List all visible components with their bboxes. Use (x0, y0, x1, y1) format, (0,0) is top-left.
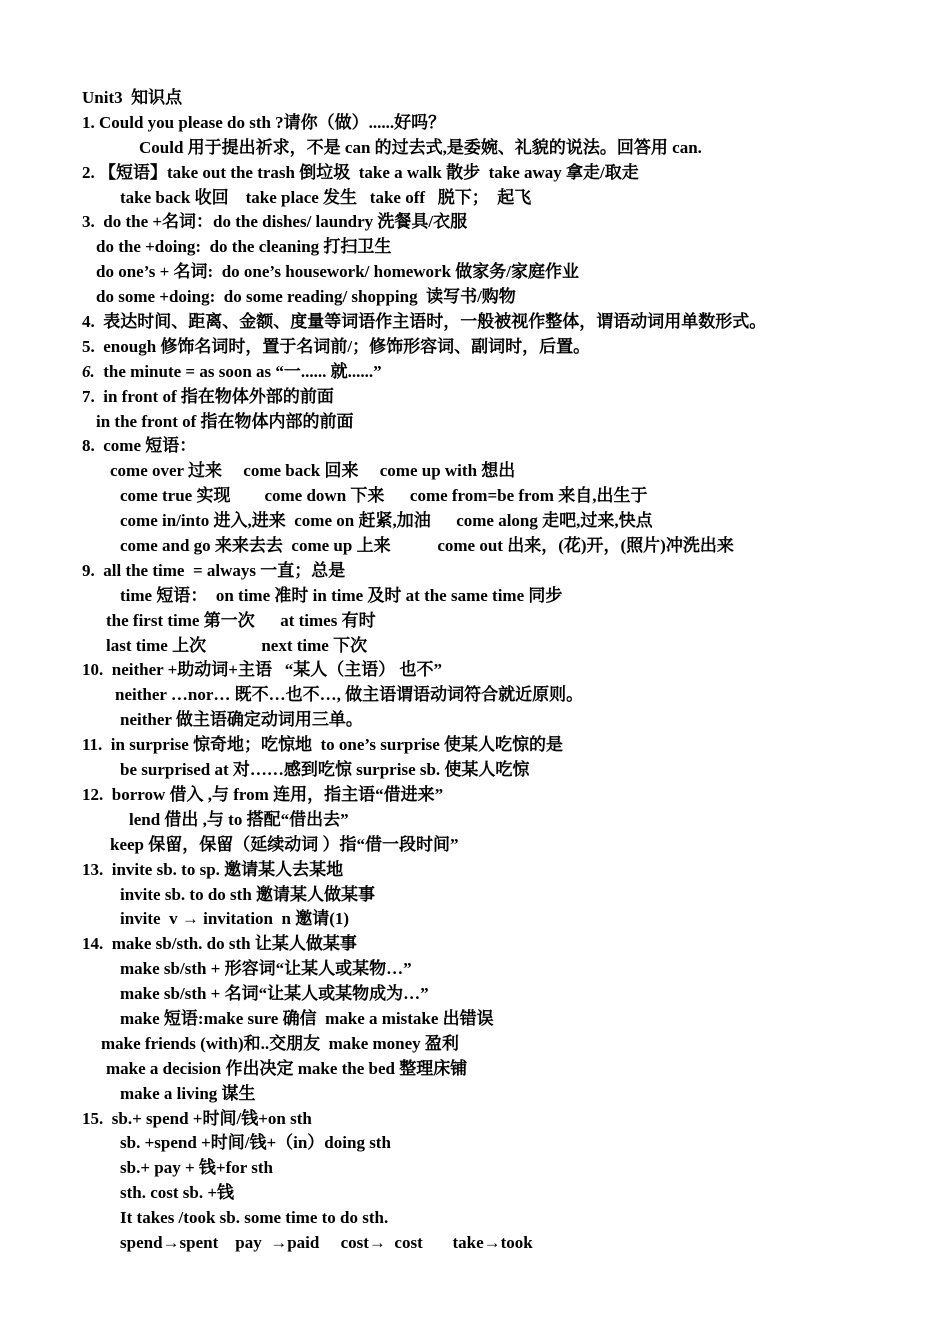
line-text: make friends (with)和..交朋友 make money 盈利 (101, 1033, 459, 1053)
line-text: 14. make sb/sth. do sth 让某人做某事 (82, 934, 357, 954)
line-text: 13. invite sb. to sp. 邀请某人去某地 (82, 859, 344, 879)
line-text: keep 保留，保留（延续动词 ）指“借一段时间” (110, 834, 459, 854)
text-line (0, 858, 950, 883)
line-text: 8. come 短语： (82, 436, 197, 456)
line-text: make sb/sth + 形容词“让某人或某物…” (120, 959, 412, 979)
text-line (0, 708, 950, 733)
text-line (0, 932, 950, 957)
line-text: the first time 第一次 at times 有时 (106, 610, 376, 630)
text-line (0, 683, 950, 708)
text-line (0, 883, 950, 908)
line-text: make sb/sth + 名词“让某人或某物成为…” (120, 984, 429, 1004)
text-line (0, 385, 950, 410)
text-line (0, 235, 950, 260)
text-line (0, 86, 950, 111)
text-line (0, 1156, 950, 1181)
line-text: sb.+ pay + 钱+for sth (120, 1158, 273, 1178)
line-text: be surprised at 对……感到吃惊 surprise sb. 使某人吃惊 (120, 760, 530, 780)
text-line (0, 609, 950, 634)
text-line (0, 335, 950, 360)
line-text: in the front of 指在物体内部的前面 (96, 411, 354, 431)
text-line (0, 1007, 950, 1032)
text-line (0, 833, 950, 858)
line-text: sth. cost sb. +钱 (120, 1183, 235, 1203)
text-line (0, 434, 950, 459)
text-line (0, 957, 950, 982)
line-text: Could 用于提出祈求，不是 can 的过去式,是委婉、礼貌的说法。回答用 can. (139, 137, 702, 157)
line-text: do one’s + 名词: do one’s housework/ homework 做家务/家庭作业 (96, 262, 580, 282)
line-text: come in/into 进入,进来 come on 赶紧,加油 come along 走吧,过来,快点 (120, 511, 653, 531)
text-line (0, 1206, 950, 1231)
line-text: make a living 谋生 (120, 1083, 256, 1103)
line-text: neither …nor… 既不…也不…, 做主语谓语动词符合就近原则。 (115, 685, 584, 705)
line-text: 2. 【短语】take out the trash 倒垃圾 take a walk 散步 take away 拿走/取走 (82, 162, 639, 182)
line-text: take back 收回 take place 发生 take off 脱下； 起飞 (120, 187, 532, 207)
text-line (0, 136, 950, 161)
document-page (0, 86, 950, 1256)
line-text: 11. in surprise 惊奇地；吃惊地 to one’s surprise 使某人吃惊的是 (82, 735, 564, 755)
text-line (0, 982, 950, 1007)
line-text: lend 借出 ,与 to 搭配“借出去” (129, 809, 349, 829)
text-line (0, 758, 950, 783)
text-line (0, 459, 950, 484)
text-line (0, 1032, 950, 1057)
text-line (0, 1057, 950, 1082)
text-line (0, 210, 950, 235)
text-line (0, 509, 950, 534)
line-text: do the +doing: do the cleaning 打扫卫生 (96, 237, 392, 257)
line-text: 12. borrow 借入 ,与 from 连用，指主语“借进来” (82, 784, 444, 804)
text-line (0, 907, 950, 932)
text-line (0, 260, 950, 285)
line-text: 1. Could you please do sth ?请你（做）......好吗？ (82, 112, 446, 132)
item-number: 6. (82, 361, 95, 381)
line-text: 15. sb.+ spend +时间/钱+on sth (82, 1108, 312, 1128)
line-text: do some +doing: do some reading/ shopping 读写书/购物 (96, 287, 516, 307)
line-text: sb. +spend +时间/钱+（in）doing sth (120, 1133, 391, 1153)
line-text: make 短语:make sure 确信 make a mistake 出错误 (120, 1008, 494, 1028)
line-text: Unit3 知识点 (82, 88, 183, 107)
line-text: come and go 来来去去 come up 上来 come out 出来，(花)开，(照片)冲洗出来 (120, 536, 734, 556)
line-text: come true 实现 come down 下来 come from=be from 来自,出生于 (120, 486, 648, 506)
text-line (0, 1107, 950, 1132)
text-line (0, 634, 950, 659)
line-text: invite sb. to do sth 邀请某人做某事 (120, 884, 376, 904)
line-text: 9. all the time = always 一直；总是 (82, 560, 346, 580)
line-text: invite v → invitation n 邀请(1) (120, 909, 350, 929)
line-text: the minute = as soon as “一...... 就......” (94, 361, 382, 381)
text-line (0, 733, 950, 758)
line-text: last time 上次 next time 下次 (106, 635, 368, 655)
text-line (0, 1181, 950, 1206)
line-text: It takes /took sb. some time to do sth. (120, 1208, 389, 1228)
line-text: make a decision 作出决定 make the bed 整理床铺 (106, 1058, 468, 1078)
line-text: neither 做主语确定动词用三单。 (120, 710, 363, 730)
text-line (0, 1082, 950, 1107)
line-text: spend→spent pay →paid cost→ cost take→took (120, 1232, 533, 1252)
text-line (0, 161, 950, 186)
line-text: 5. enough 修饰名词时，置于名词前/；修饰形容词、副词时，后置。 (82, 336, 591, 356)
text-line (0, 310, 950, 335)
text-line (0, 186, 950, 211)
text-line (0, 1231, 950, 1256)
text-line (0, 584, 950, 609)
line-text: come over 过来 come back 回来 come up with 想出 (110, 461, 516, 481)
text-line (0, 808, 950, 833)
text-line (0, 360, 950, 385)
line-text: 3. do the +名词：do the dishes/ laundry 洗餐具/衣服 (82, 212, 468, 232)
text-line (0, 285, 950, 310)
text-line (0, 1131, 950, 1156)
text-line (0, 534, 950, 559)
text-line (0, 658, 950, 683)
text-line (0, 410, 950, 435)
text-line (0, 484, 950, 509)
line-text: 4. 表达时间、距离、金额、度量等词语作主语时，一般被视作整体，谓语动词用单数形式。 (82, 312, 767, 332)
line-text: 10. neither +助动词+主语 “某人（主语） 也不” (82, 660, 442, 680)
text-line (0, 783, 950, 808)
text-line (0, 559, 950, 584)
line-text: 7. in front of 指在物体外部的前面 (82, 386, 334, 406)
line-text: time 短语： on time 准时 in time 及时 at the same time 同步 (120, 585, 563, 605)
text-line (0, 111, 950, 136)
